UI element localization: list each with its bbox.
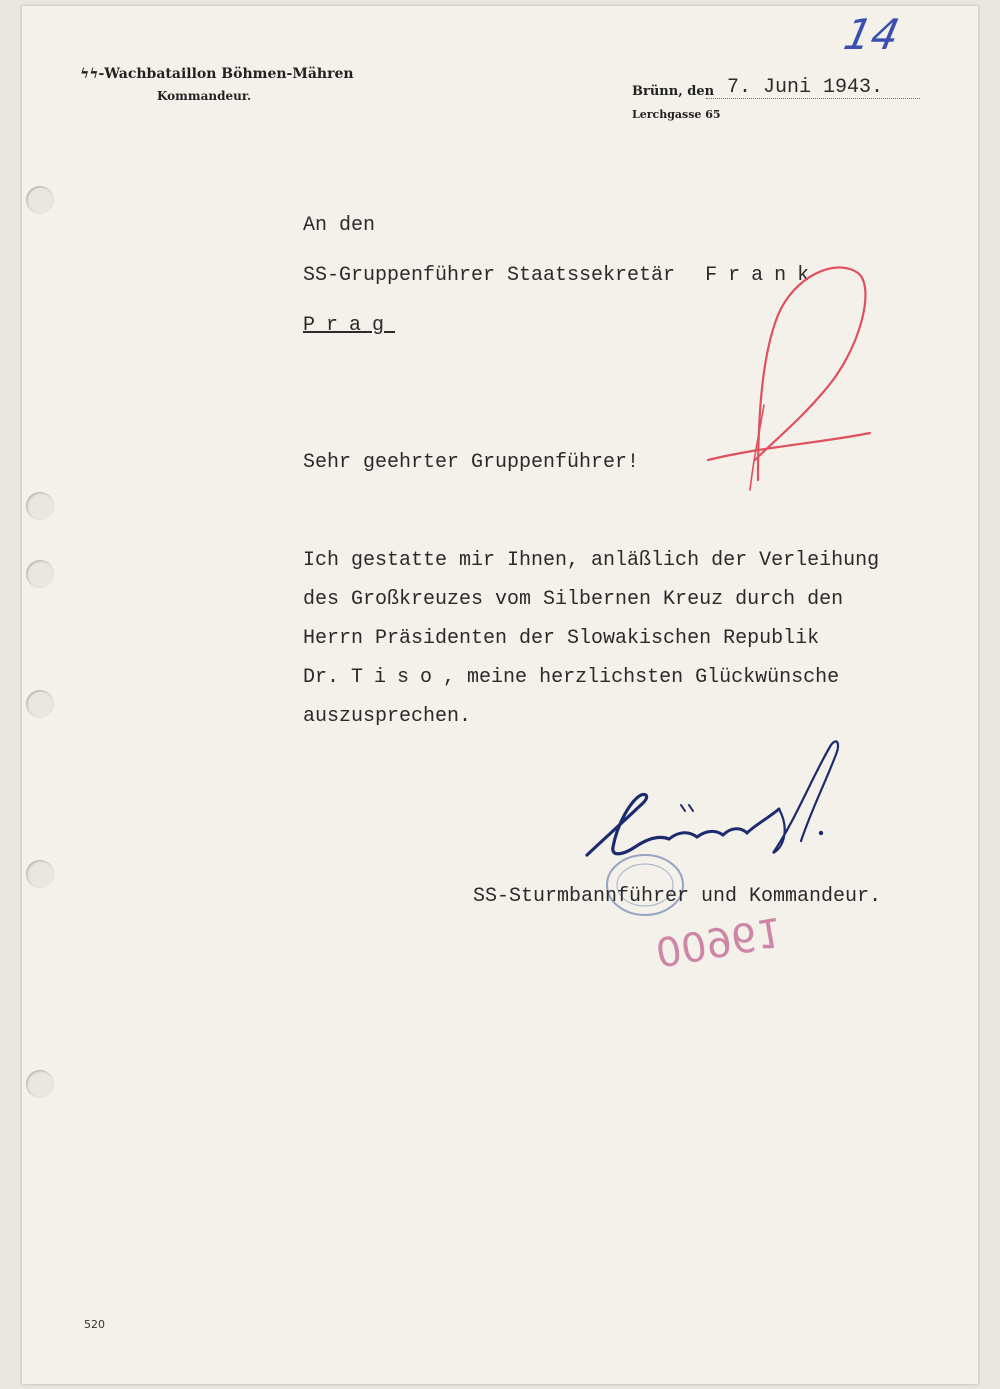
signature-title: SS-Sturmbannführer und Kommandeur. [473, 885, 882, 908]
body-line-1: Ich gestatte mir Ihnen, anläßlich der Verleihung [303, 549, 880, 572]
punch-hole [26, 1070, 54, 1098]
letter-page [22, 6, 978, 1384]
body-line-4-end: , meine herzlichsten Glückwünsche [443, 666, 840, 689]
punch-hole [26, 492, 54, 520]
recipient-title: SS-Gruppenführer Staatssekretär [303, 264, 676, 287]
letter-date: 7. Juni 1943. [727, 76, 884, 99]
folio-number: 14 [839, 10, 904, 59]
punch-hole [26, 860, 54, 888]
red-pencil-mark [700, 255, 880, 500]
street-address: Lerchgasse 65 [632, 108, 721, 121]
body-line-4-start: Dr. [303, 666, 340, 689]
recipient-line-1: An den [303, 214, 376, 237]
punch-hole [26, 186, 54, 214]
salutation: Sehr geehrter Gruppenführer! [303, 451, 640, 474]
body-line-3: Herrn Präsidenten der Slowakischen Republik [303, 627, 820, 650]
body-line-5: auszusprechen. [303, 705, 472, 728]
body-name-tiso: Tiso [351, 666, 444, 689]
place-label: Brünn, den [632, 84, 715, 99]
letterhead-unit: ϟϟ-Wachbataillon Böhmen-Mähren [80, 66, 354, 82]
recipient-name: Frank [705, 264, 821, 287]
page-number: 520 [84, 1318, 105, 1331]
letterhead-role: Kommandeur. [157, 89, 252, 103]
stamp-number: 00961 [651, 907, 786, 975]
body-line-2: des Großkreuzes vom Silbernen Kreuz durch den [303, 588, 844, 611]
handwritten-signature [575, 735, 845, 870]
recipient-city: Prag [303, 314, 396, 337]
punch-hole [26, 690, 54, 718]
body-line-4 [303, 666, 839, 689]
punch-hole [26, 560, 54, 588]
